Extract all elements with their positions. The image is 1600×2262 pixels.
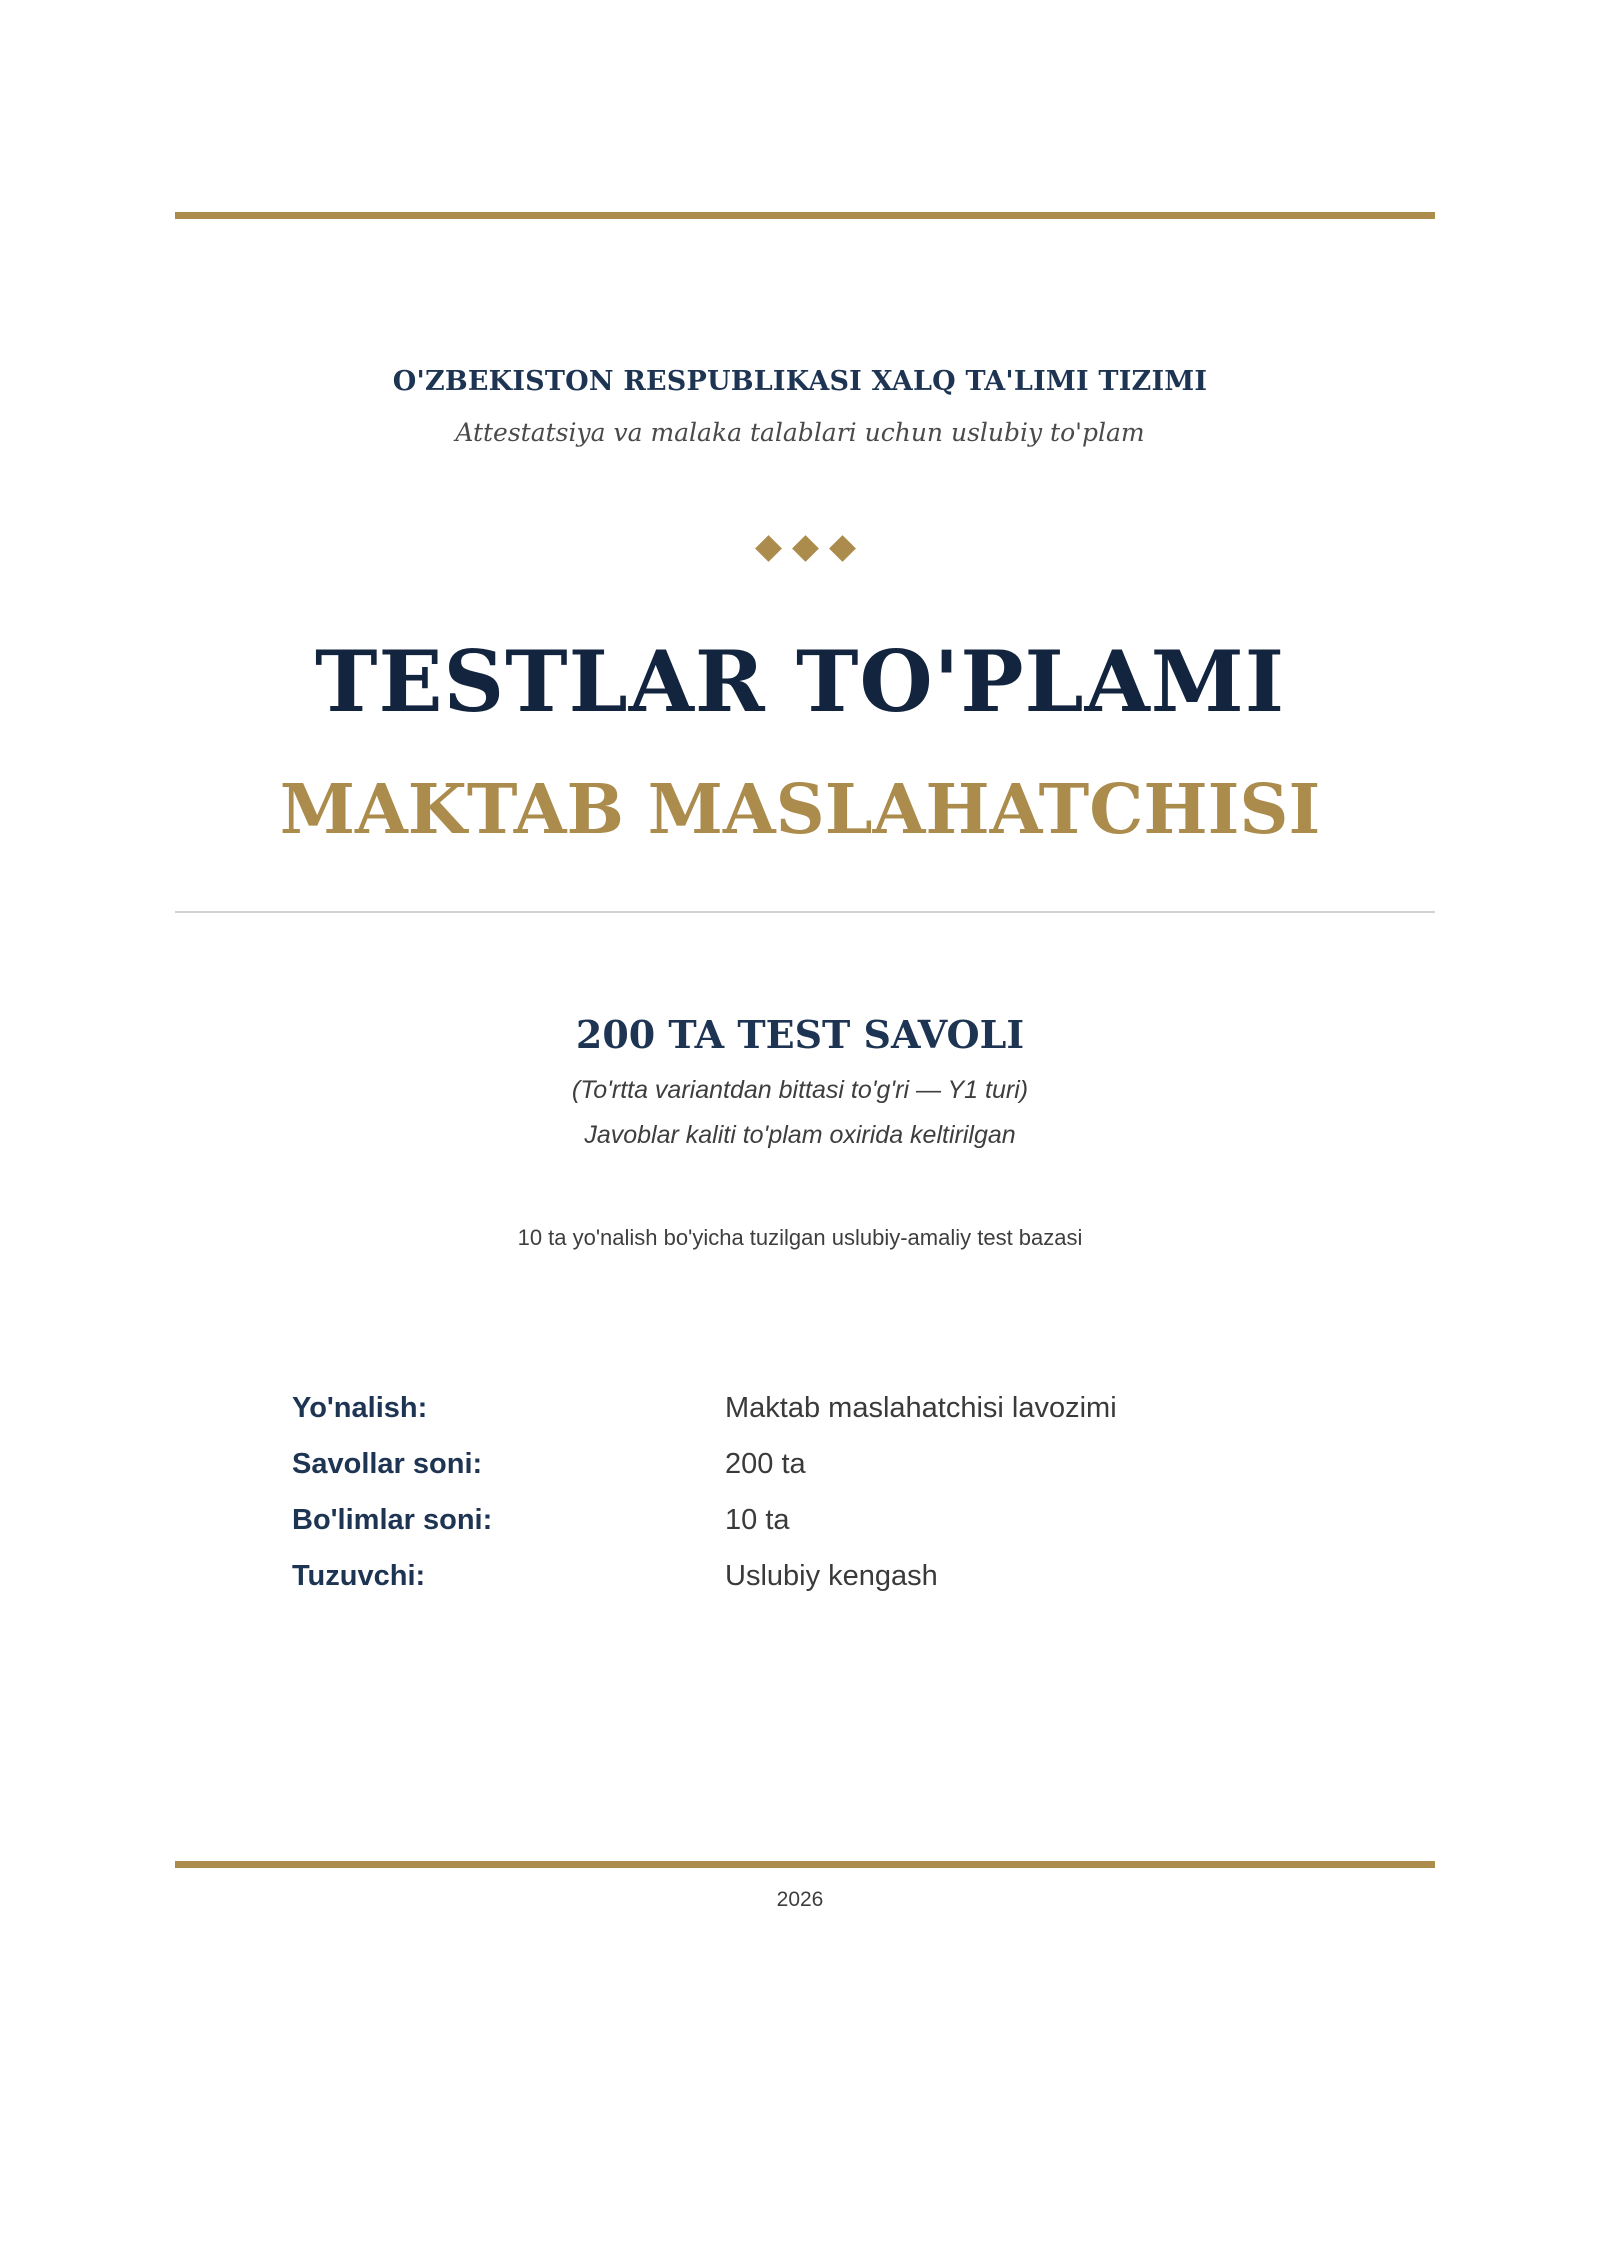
info-table	[292, 1392, 1192, 1616]
info-label: Tuzuvchi:	[292, 1560, 426, 1592]
info-label: Bo'limlar soni:	[292, 1504, 493, 1536]
document-subject: MAKTAB MASLAHATCHISI	[279, 770, 1321, 850]
info-label: Yo'nalish:	[292, 1392, 428, 1424]
basis-description: 10 ta yo'nalish bo'yicha tuzilgan uslubiy-amaliy test bazasi	[517, 1225, 1083, 1250]
bottom-gold-rule	[175, 1861, 1435, 1868]
diamond-ornament-icon	[752, 536, 858, 562]
info-value: 200 ta	[725, 1448, 806, 1480]
institution-name: O'ZBEKISTON RESPUBLIKASI XALQ TA'LIMI TIZIMI	[392, 366, 1208, 397]
info-value: Uslubiy kengash	[725, 1560, 938, 1592]
publication-year: 2026	[776, 1888, 824, 1911]
answer-key-note: Javoblar kaliti to'plam oxirida keltirilgan	[584, 1121, 1016, 1149]
diamond-icon	[829, 535, 856, 562]
top-gold-rule	[175, 212, 1435, 219]
info-row-author	[292, 1560, 1192, 1616]
info-row-direction	[292, 1392, 1192, 1448]
format-note: (To'rtta variantdan bittasi to'g'ri — Y1 turi)	[571, 1076, 1029, 1104]
section-divider	[175, 911, 1435, 913]
diamond-icon	[792, 535, 819, 562]
question-count-title: 200 TA TEST SAVOLI	[575, 1012, 1025, 1057]
info-label: Savollar soni:	[292, 1448, 483, 1480]
institution-subtitle: Attestatsiya va malaka talablari uchun uslubiy to'plam	[455, 418, 1145, 447]
info-row-section-count	[292, 1504, 1192, 1560]
document-title: TESTLAR TO'PLAMI	[314, 632, 1286, 731]
diamond-icon	[755, 535, 782, 562]
info-row-question-count	[292, 1448, 1192, 1504]
info-value: 10 ta	[725, 1504, 790, 1536]
info-value: Maktab maslahatchisi lavozimi	[725, 1392, 1117, 1424]
